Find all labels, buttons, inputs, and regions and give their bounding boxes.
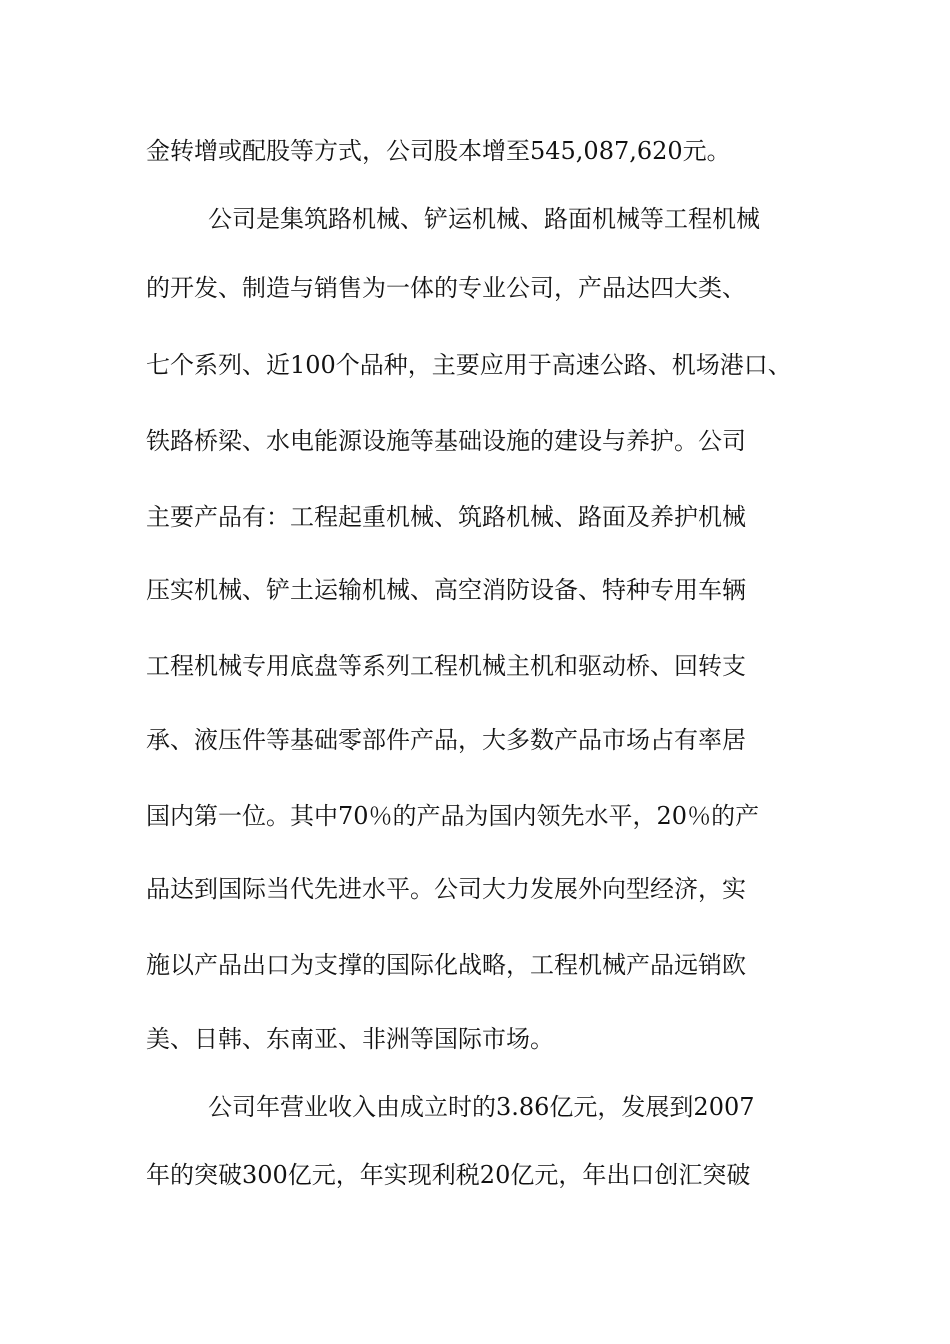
paragraph-line-3: 的开发、制造与销售为一体的专业公司，产品达四大类、 <box>146 274 746 302</box>
paragraph-line-2: 公司是集筑路机械、铲运机械、路面机械等工程机械 <box>208 205 760 233</box>
paragraph-line-6: 主要产品有：工程起重机械、筑路机械、路面及养护机械 <box>146 503 746 531</box>
paragraph-line-1: 金转增或配股等方式，公司股本增至545,087,620元。 <box>146 137 731 165</box>
paragraph-line-15: 年的突破300亿元，年实现利税20亿元，年出口创汇突破 <box>146 1161 751 1189</box>
paragraph-line-14: 公司年营业收入由成立时的3.86亿元，发展到2007 <box>208 1093 755 1121</box>
paragraph-line-8: 工程机械专用底盘等系列工程机械主机和驱动桥、回转支 <box>146 652 746 680</box>
paragraph-line-4: 七个系列、近100个品种，主要应用于高速公路、机场港口、 <box>146 351 792 379</box>
paragraph-line-5: 铁路桥梁、水电能源设施等基础设施的建设与养护。公司 <box>146 427 746 455</box>
paragraph-line-9: 承、液压件等基础零部件产品，大多数产品市场占有率居 <box>146 726 746 754</box>
paragraph-line-13: 美、日韩、东南亚、非洲等国际市场。 <box>146 1025 554 1053</box>
paragraph-line-10: 国内第一位。其中70％的产品为国内领先水平，20％的产 <box>146 802 760 830</box>
paragraph-line-7: 压实机械、铲土运输机械、高空消防设备、特种专用车辆 <box>146 576 746 604</box>
paragraph-line-12: 施以产品出口为支撑的国际化战略，工程机械产品远销欧 <box>146 951 746 979</box>
paragraph-line-11: 品达到国际当代先进水平。公司大力发展外向型经济，实 <box>146 875 746 903</box>
